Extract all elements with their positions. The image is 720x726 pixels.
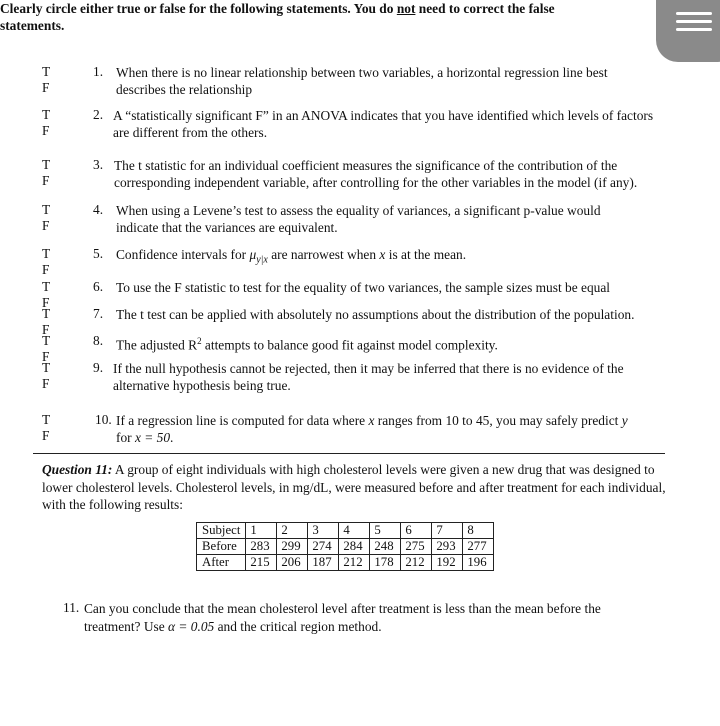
table-cell: 212 <box>339 555 370 571</box>
table-row <box>197 555 494 571</box>
tf-choice-4[interactable] <box>42 202 82 234</box>
false-option[interactable]: F <box>42 322 50 337</box>
table-cell: 187 <box>308 555 339 571</box>
true-option[interactable]: T <box>42 333 51 348</box>
row-label: Subject <box>197 523 246 539</box>
table-cell: 299 <box>277 539 308 555</box>
question-text <box>116 333 676 353</box>
math-var: y <box>621 413 628 428</box>
table-cell: 206 <box>277 555 308 571</box>
text-segment: attempts to balance good fit against model complexity. <box>201 337 498 353</box>
question-number: 9. <box>93 360 104 375</box>
false-option[interactable]: F <box>42 123 50 138</box>
menu-button[interactable] <box>656 0 720 62</box>
question-11-label: Question 11: <box>42 462 113 477</box>
text-segment: Can you conclude that the mean cholesterol level after treatment is less than the mean before the treatment? Use <box>84 601 601 634</box>
tf-choice-2[interactable] <box>42 107 82 139</box>
subscript: y|x <box>256 254 268 266</box>
mu-symbol: μ <box>249 247 257 262</box>
table-cell: 6 <box>401 523 432 539</box>
tf-choice-5[interactable] <box>42 246 82 278</box>
question-number: 3. <box>93 157 104 172</box>
question-text: A “statistically significant F” in an ANOVA indicates that you have identified which levels of factors are different from the others. <box>113 108 654 140</box>
true-option[interactable]: T <box>42 64 51 79</box>
true-option[interactable]: T <box>42 279 51 294</box>
false-option[interactable]: F <box>42 428 50 443</box>
question-text: To use the F statistic to test for the equality of two variances, the sample sizes must be equal <box>116 280 611 295</box>
true-option[interactable]: T <box>42 306 51 321</box>
text-segment: for <box>116 430 135 445</box>
table-cell: 1 <box>246 523 277 539</box>
math-var: x <box>368 413 375 428</box>
table-cell: 274 <box>308 539 339 555</box>
text-segment: . <box>170 430 174 445</box>
table-cell: 283 <box>246 539 277 555</box>
tf-choice-9[interactable] <box>42 360 82 392</box>
true-option[interactable]: T <box>42 157 51 172</box>
tf-choice-3[interactable] <box>42 157 82 189</box>
cholesterol-table <box>196 522 494 571</box>
text-segment: ranges from 10 to 45, you may safely predict <box>374 413 622 428</box>
instructions <box>0 0 600 34</box>
false-option[interactable]: F <box>42 295 50 310</box>
table-cell: 7 <box>432 523 463 539</box>
false-option[interactable]: F <box>42 218 50 233</box>
table-cell: 4 <box>339 523 370 539</box>
question-number: 6. <box>93 279 104 294</box>
false-option[interactable]: F <box>42 349 50 364</box>
question-number: 8. <box>93 333 104 348</box>
row-label: Before <box>197 539 246 555</box>
superscript: 2 <box>197 336 202 346</box>
true-option[interactable]: T <box>42 360 51 375</box>
question-text: The t test can be applied with absolutely no assumptions about the distribution of the population. <box>116 307 635 322</box>
table-cell: 192 <box>432 555 463 571</box>
question-text: If the null hypothesis cannot be rejected, then it may be inferred that there is no evidence of the alternative hypothesis being true. <box>113 361 624 393</box>
tf-choice-10[interactable] <box>42 412 82 444</box>
question-11-prompt <box>42 461 682 514</box>
table-cell: 8 <box>463 523 494 539</box>
text-segment: is at the mean. <box>385 247 467 262</box>
table-cell: 293 <box>432 539 463 555</box>
text-segment: Confidence intervals for <box>116 247 250 262</box>
question-number: 10. <box>95 412 112 427</box>
question-number: 7. <box>93 306 104 321</box>
false-option[interactable]: F <box>42 173 50 188</box>
menu-icon <box>676 12 712 15</box>
false-option[interactable]: F <box>42 262 50 277</box>
question-text: The t statistic for an individual coefficient measures the significance of the contribution of the corresponding independent variable, after controlling for the other variables in the model (if any). <box>114 158 638 190</box>
tf-choice-1[interactable] <box>42 64 82 96</box>
math-expression: x = 50 <box>134 430 171 445</box>
question-number: 2. <box>93 107 104 122</box>
math-var: x <box>379 247 386 262</box>
table-cell: 284 <box>339 539 370 555</box>
true-option[interactable]: T <box>42 202 51 217</box>
instructions-text-end: need to correct the false statements. <box>0 1 555 33</box>
question-text: When using a Levene’s test to assess the equality of variances, a significant p-value would indicate that the variances are equivalent. <box>116 203 601 235</box>
text-segment: and the critical region method. <box>214 619 382 634</box>
table-cell: 248 <box>370 539 401 555</box>
true-option[interactable]: T <box>42 107 51 122</box>
table-row <box>197 523 494 539</box>
sub-question-number: 11. <box>63 600 80 615</box>
instructions-text: Clearly circle either true or false for the following statements. You do <box>0 1 397 16</box>
table-cell: 277 <box>463 539 494 555</box>
table-cell: 2 <box>277 523 308 539</box>
table-row <box>197 539 494 555</box>
question-number: 5. <box>93 246 104 261</box>
table-cell: 178 <box>370 555 401 571</box>
math-expression: α = 0.05 <box>168 619 215 634</box>
table-cell: 275 <box>401 539 432 555</box>
menu-icon-bar <box>676 28 712 31</box>
text-segment: are narrowest when <box>267 247 380 262</box>
table-cell: 5 <box>370 523 401 539</box>
table-cell: 215 <box>246 555 277 571</box>
false-option[interactable]: F <box>42 376 50 391</box>
question-text <box>116 246 676 269</box>
text-segment: If a regression line is computed for data where <box>116 413 369 428</box>
table-cell: 196 <box>463 555 494 571</box>
question-text <box>116 412 661 446</box>
text-segment: The adjusted R <box>116 337 198 353</box>
false-option[interactable]: F <box>42 80 50 95</box>
table-cell: 212 <box>401 555 432 571</box>
question-text: When there is no linear relationship between two variables, a horizontal regression line best describes the relationship <box>116 65 608 97</box>
menu-icon-bar <box>676 20 712 23</box>
question-number: 1. <box>93 64 104 79</box>
instructions-emphasis: not <box>396 1 416 16</box>
table-cell: 3 <box>308 523 339 539</box>
section-divider <box>33 453 665 454</box>
row-label: After <box>197 555 246 571</box>
question-number: 4. <box>93 202 104 217</box>
question-11-text: A group of eight individuals with high cholesterol levels were given a new drug that was designed to lower cholesterol levels. Cholesterol levels, in mg/dL, were measured before and after treatment for each individual, with the following results: <box>42 462 666 512</box>
true-option[interactable]: T <box>42 246 51 261</box>
true-option[interactable]: T <box>42 412 51 427</box>
sub-question-text <box>84 600 644 636</box>
